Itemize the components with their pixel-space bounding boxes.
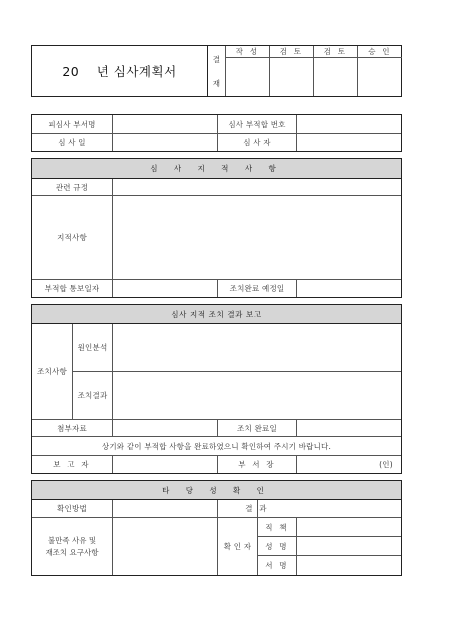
actions-block <box>31 304 402 474</box>
action-label: 조치사항 <box>37 367 67 376</box>
reason-field[interactable] <box>113 518 217 575</box>
actions-title: 심사 지적 조치 결과 보고 <box>171 309 262 319</box>
result-label: 조치결과 <box>77 391 108 400</box>
related-rules-field[interactable] <box>113 179 401 195</box>
dept-label: 피심사 부서명 <box>48 119 96 129</box>
dept-field[interactable] <box>113 115 217 133</box>
related-rules-label: 관련 규정 <box>55 182 89 192</box>
verify-result-field[interactable] <box>297 500 401 517</box>
signature-field[interactable] <box>297 556 401 575</box>
signature-label: 서 명 <box>265 561 289 570</box>
verify-block <box>31 480 402 576</box>
approval-col-review-2: 검 토 <box>323 47 348 56</box>
findings-block <box>31 158 402 298</box>
method-field[interactable] <box>113 500 217 517</box>
reason-label-line-2: 재조치 요구사항 <box>45 547 99 557</box>
header-block <box>31 45 402 97</box>
due-date-label: 조치완료 예정일 <box>229 284 285 293</box>
position-field[interactable] <box>297 518 401 536</box>
seal-mark: (인) <box>379 460 393 469</box>
approval-label-2: 재 <box>212 78 221 88</box>
auditor-label: 심 사 자 <box>243 138 271 147</box>
nonconform-no-field[interactable] <box>297 115 401 133</box>
method-label: 확인방법 <box>57 504 87 513</box>
reporter-label: 보 고 자 <box>53 460 91 469</box>
nonconform-no-label: 심사 부적합 번호 <box>228 119 286 129</box>
date-label: 심 사 일 <box>58 138 86 147</box>
verify-result-label: 결 과 <box>245 504 269 513</box>
approval-label-1: 결 <box>212 54 221 64</box>
dept-head-label: 부 서 장 <box>238 460 276 469</box>
approval-sign-review-1[interactable] <box>270 58 313 96</box>
confirmer-label: 확 인 자 <box>223 542 252 551</box>
page-title: 20 년 심사계획서 <box>62 64 177 79</box>
approval-sign-approve[interactable] <box>358 58 402 96</box>
approval-col-approve: 승 인 <box>368 47 392 56</box>
attachments-field[interactable] <box>113 420 217 436</box>
position-label: 직 책 <box>265 522 289 532</box>
verify-title: 타 당 성 확 인 <box>162 485 271 495</box>
info-block <box>31 114 402 152</box>
result-field[interactable] <box>113 372 401 419</box>
approval-sign-author[interactable] <box>226 58 269 96</box>
findings-title: 심 사 지 적 사 항 <box>150 164 283 173</box>
reporter-field[interactable] <box>113 456 217 473</box>
name-label: 성 명 <box>265 541 289 551</box>
reason-label-line-1: 불만족 사유 및 <box>47 535 97 545</box>
notice-date-field[interactable] <box>113 280 217 297</box>
confirmation-statement: 상기와 같이 부적합 사항을 완료하였으니 확인하여 주시기 바랍니다. <box>101 441 332 451</box>
auditor-field[interactable] <box>297 134 401 151</box>
completion-date-field[interactable] <box>297 420 401 436</box>
findings-field[interactable] <box>113 196 401 279</box>
findings-label: 지적사항 <box>57 233 87 242</box>
approval-col-author: 작 성 <box>235 47 260 56</box>
cause-field[interactable] <box>113 324 401 371</box>
due-date-field[interactable] <box>297 280 401 297</box>
name-field[interactable] <box>297 537 401 555</box>
attachments-label: 첨부자료 <box>57 423 87 433</box>
completion-date-label: 조치 완료일 <box>237 423 277 433</box>
approval-col-review-1: 검 토 <box>279 47 304 56</box>
date-field[interactable] <box>113 134 217 151</box>
approval-sign-review-2[interactable] <box>314 58 357 96</box>
cause-label: 원인분석 <box>77 343 108 352</box>
notice-date-label: 부적합 통보일자 <box>44 284 100 293</box>
reason-label <box>32 518 112 575</box>
